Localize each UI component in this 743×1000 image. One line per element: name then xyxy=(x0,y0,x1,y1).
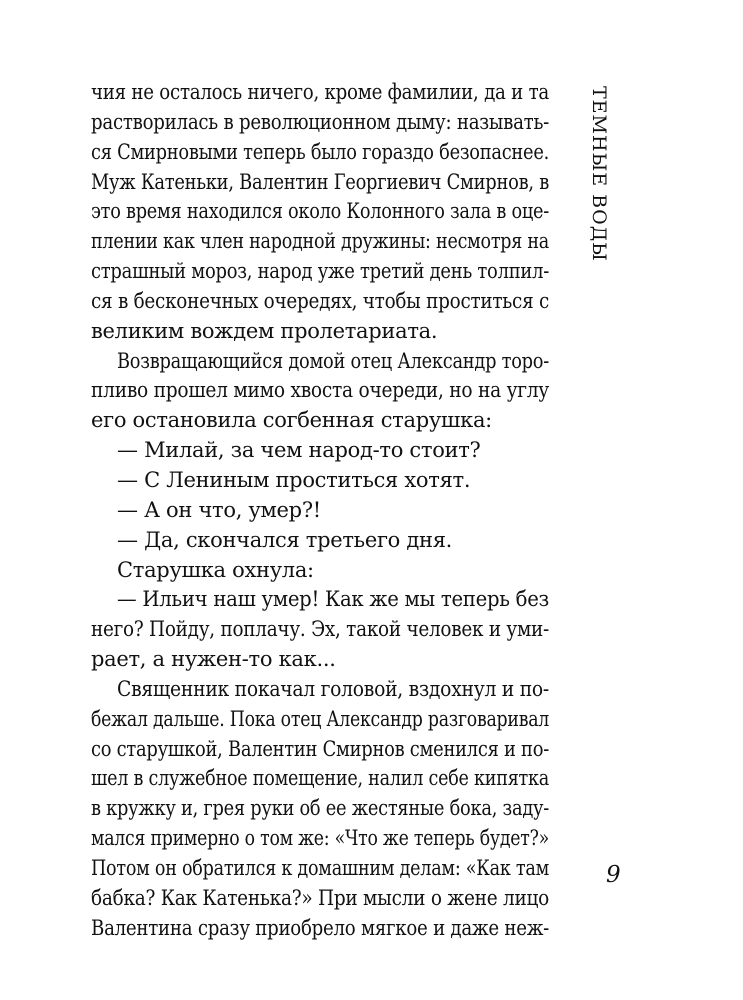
text-line: растворилась в революционном дыму: называть- xyxy=(91,109,549,134)
text-line: Священник покачал головой, вздохнул и по- xyxy=(117,676,549,701)
text-line: — А он что, умер?! xyxy=(117,497,321,522)
text-line: страшный мороз, народ уже третий день толпил- xyxy=(91,259,549,284)
text-line: пливо прошел мимо хвоста очереди, но на углу xyxy=(91,378,549,403)
text-line: Потом он обратился к домашним делам: «Как там xyxy=(91,855,549,880)
text-line: великим вождем пролетариата. xyxy=(91,318,438,343)
text-line: в кружку и, грея руки об ее жестяные бока, заду- xyxy=(91,796,549,821)
text-line: Возвращающийся домой отец Александр торо- xyxy=(117,348,549,373)
text-line: бабка? Как Катенька?» При мысли о жене лицо xyxy=(91,885,549,910)
text-line: — Ильич наш умер! Как же мы теперь без xyxy=(117,587,549,612)
text-line: плении как член народной дружины: несмотря на xyxy=(91,229,549,254)
text-line: шел в служебное помещение, налил себе кипятка xyxy=(91,766,549,791)
text-line: чия не осталось ничего, кроме фамилии, да и та xyxy=(91,80,549,104)
text-line: рает, а нужен-то как... xyxy=(91,647,336,672)
page-number: 9 xyxy=(606,862,621,888)
text-line: Муж Катеньки, Валентин Георгиевич Смирнов, в xyxy=(91,169,549,194)
text-line: со старушкой, Валентин Смирнов сменился и по- xyxy=(91,736,549,761)
text-line: ся в бесконечных очередях, чтобы проститься с xyxy=(91,288,549,313)
text-line: Валентина сразу приобрело мягкое и даже неж- xyxy=(91,915,549,940)
text-line: его остановила согбенная старушка: xyxy=(91,408,492,433)
text-line: — Милай, за чем народ-то стоит? xyxy=(117,438,481,463)
text-line: — С Лениным проститься хотят. xyxy=(117,467,471,492)
body-text xyxy=(91,78,549,943)
text-line: — Да, скончался третьего дня. xyxy=(117,527,453,552)
text-line: него? Пойду, поплачу. Эх, такой человек и уми- xyxy=(91,617,549,642)
text-line: это время находился около Колонного зала в оце- xyxy=(91,199,549,224)
text-line: бежал дальше. Пока отец Александр разговаривал xyxy=(91,706,549,731)
running-title: ТЕМНЫЕ ВОДЫ xyxy=(588,86,610,262)
text-line: мался примерно о том же: «Что же теперь будет?» xyxy=(91,826,549,851)
text-line: ся Смирновыми теперь было гораздо безопаснее. xyxy=(91,139,549,164)
text-line: Старушка охнула: xyxy=(117,557,314,582)
